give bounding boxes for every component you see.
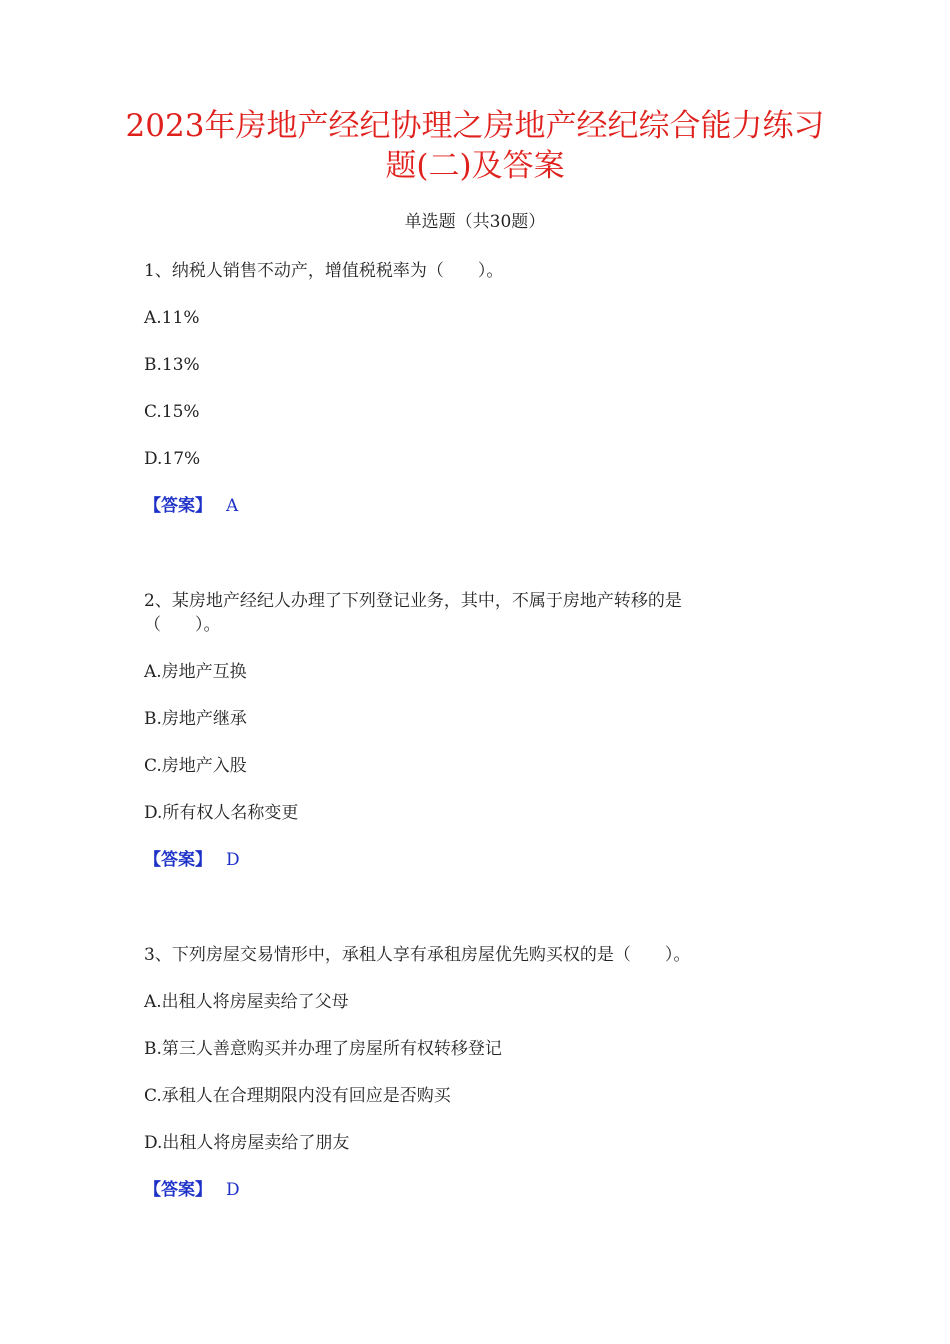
question-3-option-c: C.承租人在合理期限内没有回应是否购买 [144, 1086, 451, 1106]
section-heading: 单选题（共30题） [404, 212, 546, 232]
title-line-2: 题(二)及答案 [385, 148, 565, 184]
question-1-option-c: C.15% [144, 402, 200, 422]
answer-value: D [226, 850, 240, 870]
question-2-answer [144, 846, 240, 874]
question-3-answer [144, 1176, 240, 1204]
question-2-stem-line-2: （ ）。 [144, 615, 221, 635]
document-title [120, 106, 830, 186]
question-2-option-a: A.房地产互换 [144, 662, 247, 682]
answer-value: D [226, 1180, 240, 1200]
question-1-answer [144, 492, 238, 520]
question-3-option-d: D.出租人将房屋卖给了朋友 [144, 1133, 350, 1153]
question-2-option-b: B.房地产继承 [144, 709, 247, 729]
question-1-option-d: D.17% [144, 449, 201, 469]
question-3-option-b: B.第三人善意购买并办理了房屋所有权转移登记 [144, 1039, 502, 1059]
question-2-stem-line-1: 2、某房地产经纪人办理了下列登记业务，其中，不属于房地产转移的是 [144, 591, 682, 611]
question-2-option-d: D.所有权人名称变更 [144, 803, 299, 823]
question-1-stem: 1、纳税人销售不动产，增值税税率为（ ）。 [144, 261, 504, 281]
question-3-option-a: A.出租人将房屋卖给了父母 [144, 992, 349, 1012]
question-3-stem: 3、下列房屋交易情形中，承租人享有承租房屋优先购买权的是（ ）。 [144, 945, 691, 965]
question-2-option-c: C.房地产入股 [144, 756, 247, 776]
answer-label: 【答案】 [144, 496, 212, 516]
answer-label: 【答案】 [144, 850, 212, 870]
answer-value: A [226, 496, 239, 516]
title-line-1: 2023年房地产经纪协理之房地产经纪综合能力练习 [125, 108, 825, 144]
question-1-option-b: B.13% [144, 355, 200, 375]
answer-label: 【答案】 [144, 1180, 212, 1200]
question-1-option-a: A.11% [144, 308, 200, 328]
